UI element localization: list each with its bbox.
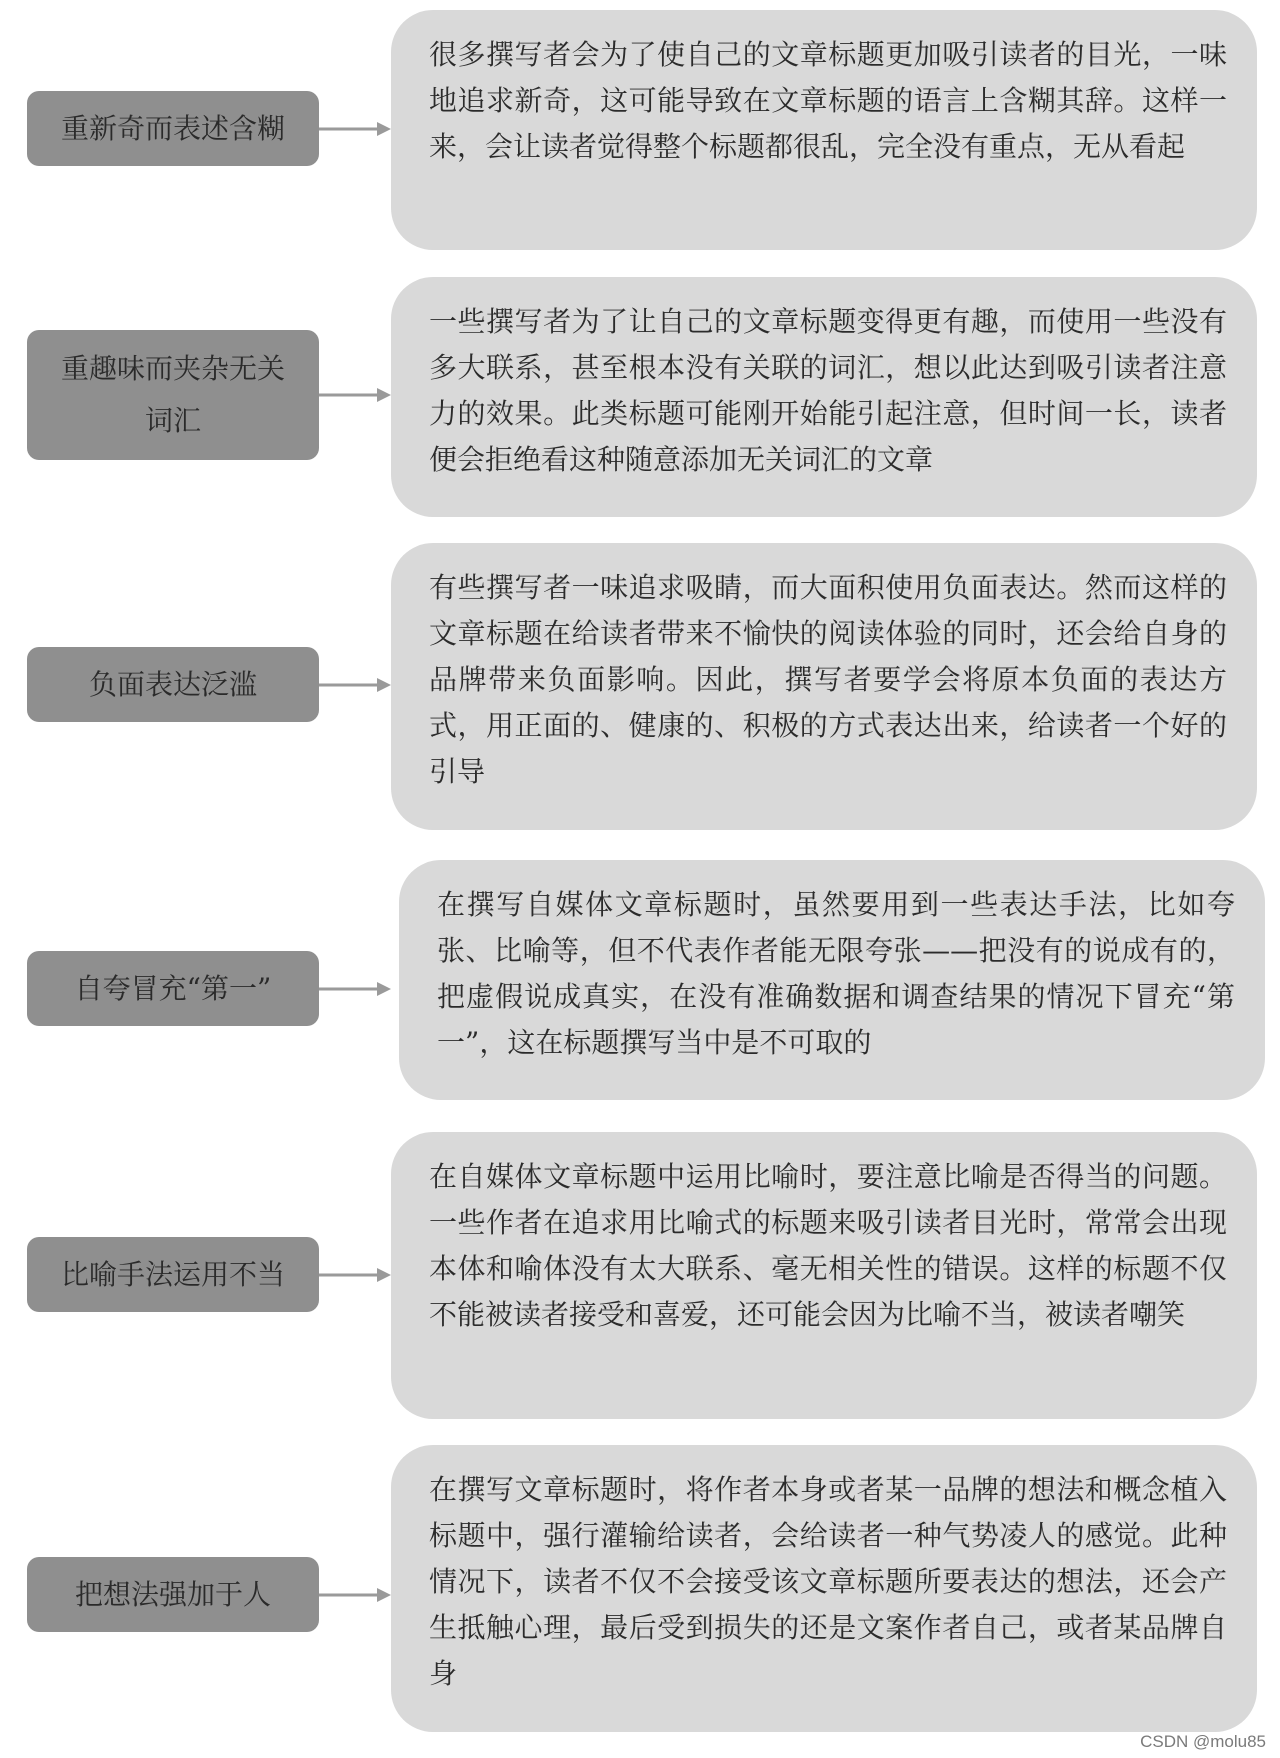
description-text-2: 一些撰写者为了让自己的文章标题变得更有趣，而使用一些没有多大联系，甚至根本没有关联的词汇，想以此达到吸引读者注意力的效果。此类标题可能刚开始能引起注意，但时间一长，读者便会拒绝看这种随意添加无关词汇的文章 (429, 305, 1227, 476)
label-text-2: 重趣味而夹杂无关词汇 (61, 352, 286, 437)
watermark-text: CSDN @molu85 (1140, 1732, 1266, 1751)
description-box-3 (391, 543, 1257, 830)
description-box-5 (391, 1132, 1257, 1419)
description-text-5: 在自媒体文章标题中运用比喻时，要注意比喻是否得当的问题。一些作者在追求用比喻式的标题来吸引读者目光时，常常会出现本体和喻体没有太大联系、毫无相关性的错误。这样的标题不仅不能被读者接受和喜爱，还可能会因为比喻不当，被读者嘲笑 (429, 1160, 1227, 1331)
arrow-icon (319, 979, 391, 999)
arrow-icon (319, 675, 391, 695)
description-box-4 (399, 860, 1265, 1100)
label-text-4: 自夸冒充“第一” (74, 971, 272, 1005)
label-text-5: 比喻手法运用不当 (61, 1257, 286, 1291)
label-box-6 (27, 1557, 319, 1632)
description-text-6: 在撰写文章标题时，将作者本身或者某一品牌的想法和概念植入标题中，强行灌输给读者，会给读者一种气势凌人的感觉。此种情况下，读者不仅不会接受该文章标题所要表达的想法，还会产生抵触心理，最后受到损失的还是文案作者自己，或者某品牌自身 (429, 1473, 1227, 1690)
description-box-1 (391, 10, 1257, 250)
arrow-icon (319, 1265, 391, 1285)
label-text-6: 把想法强加于人 (74, 1577, 271, 1611)
description-box-6 (391, 1445, 1257, 1732)
description-box-2 (391, 277, 1257, 517)
description-text-1: 很多撰写者会为了使自己的文章标题更加吸引读者的目光，一味地追求新奇，这可能导致在文章标题的语言上含糊其辞。这样一来，会让读者觉得整个标题都很乱，完全没有重点，无从看起 (429, 38, 1227, 163)
label-box-2 (27, 330, 319, 460)
label-box-4 (27, 951, 319, 1026)
label-box-3 (27, 647, 319, 722)
label-box-1 (27, 91, 319, 166)
arrow-icon (319, 119, 391, 139)
arrow-icon (319, 385, 391, 405)
description-text-3: 有些撰写者一味追求吸睛，而大面积使用负面表达。然而这样的文章标题在给读者带来不愉快的阅读体验的同时，还会给自身的品牌带来负面影响。因此，撰写者要学会将原本负面的表达方式，用正面的、健康的、积极的方式表达出来，给读者一个好的引导 (429, 571, 1227, 788)
label-text-3: 负面表达泛滥 (88, 667, 257, 701)
arrow-icon (319, 1585, 391, 1605)
label-box-5 (27, 1237, 319, 1312)
description-text-4: 在撰写自媒体文章标题时，虽然要用到一些表达手法，比如夸张、比喻等，但不代表作者能无限夸张——把没有的说成有的，把虚假说成真实，在没有准确数据和调查结果的情况下冒充“第一”，这在标题撰写当中是不可取的 (437, 888, 1235, 1059)
label-text-1: 重新奇而表述含糊 (61, 111, 286, 145)
